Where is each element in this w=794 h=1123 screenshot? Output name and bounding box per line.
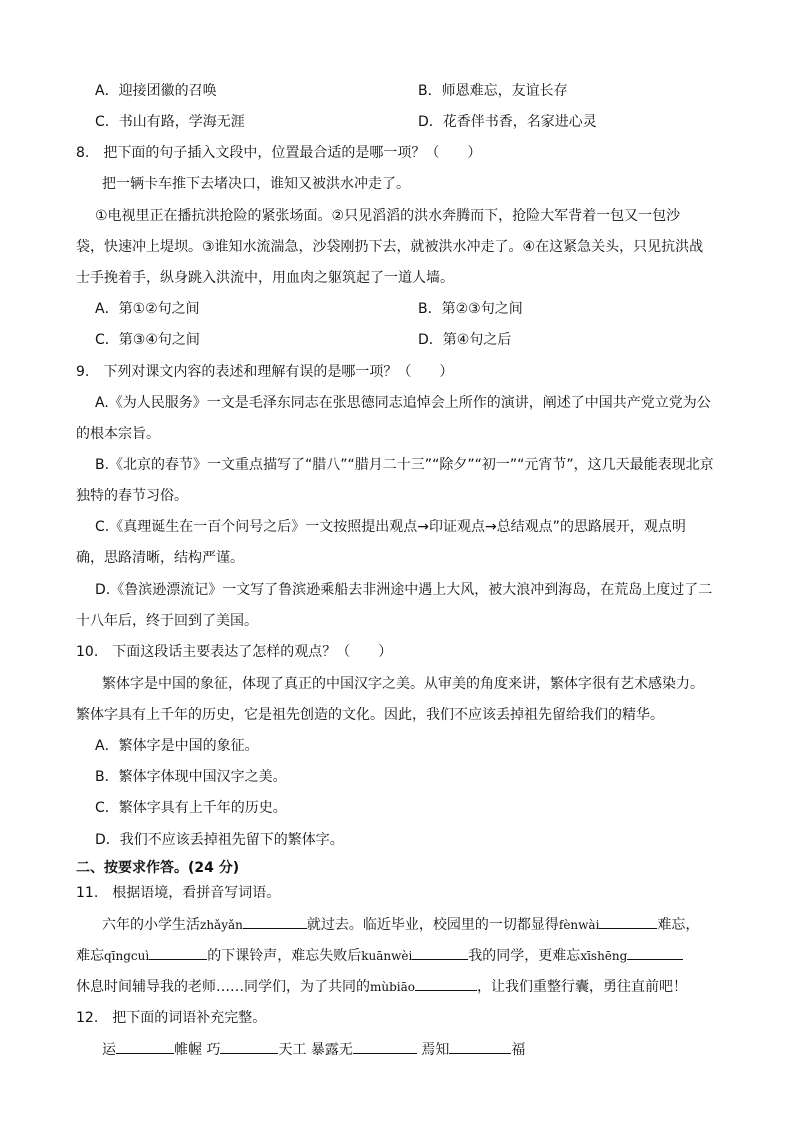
q11-text: 六年的小学生活 [102, 917, 200, 933]
q8-paragraph-line: 袋，快速冲上堤坝。③谁知水流湍急，沙袋刚扔下去，就被洪水冲走了。④在这紧急关头，只见抗洪战 [76, 239, 704, 255]
q11-text: ，让我们重整行囊，勇往直前吧！ [477, 979, 688, 995]
answer-blank[interactable] [415, 976, 477, 991]
q7-option-a: A．迎接团徽的召唤 [95, 83, 217, 99]
answer-blank[interactable] [220, 1039, 278, 1054]
q10-paragraph-line: 繁体字具有上千年的历史，它是祖先创造的文化。因此，我们不应该丢掉祖先留给我们的精华。 [76, 707, 664, 723]
q8-title: 8. 把下面的句子插入文段中，位置最合适的是哪一项？（ ） [76, 145, 482, 161]
q12-word-part: 运 [102, 1042, 116, 1058]
answer-blank[interactable] [116, 1039, 174, 1054]
q8-option-c: C．第③④句之间 [95, 332, 200, 348]
q11-text: 的下课铃声，难忘失败后 [207, 948, 362, 964]
q11-text: 难忘 [76, 948, 104, 964]
q9-option-c-line: 确，思路清晰，结构严谨。 [76, 550, 244, 566]
section-heading: 二、按要求作答。(24 分) [76, 860, 240, 876]
q9-option-b-line: 独特的春节习俗。 [76, 488, 188, 504]
q9-option-d-line: 十八年后，终于回到了美国。 [76, 613, 258, 629]
pinyin-hint: xīshēng [580, 949, 628, 963]
q10-paragraph-line: 繁体字是中国的象征，体现了真正的中国汉字之美。从审美的角度来讲，繁体字很有艺术感染力。 [102, 676, 704, 692]
q9-option-d-line: D.《鲁滨逊漂流记》一文写了鲁滨逊乘船去非洲途中遇上大风，被大浪冲到海岛，在荒岛上度过了二 [95, 582, 713, 598]
q11-text: 就过去。临近毕业，校园里的一切都显得 [306, 917, 559, 933]
pinyin-hint: kuānwèi [361, 949, 413, 963]
q11-title: 11. 根据语境，看拼音写词语。 [76, 885, 281, 901]
q10-option-b: B．繁体字体现中国汉字之美。 [95, 769, 287, 785]
q9-option-c-line: C.《真理诞生在一百个问号之后》一文按照提出观点→印证观点→总结观点”的思路展开，观点明 [95, 519, 686, 535]
q7-option-b: B．师恩难忘，友谊长存 [418, 83, 568, 99]
q8-paragraph-line: ①电视里正在播抗洪抢险的紧张场面。②只见滔滔的洪水奔腾而下，抢险大军背着一包又一包沙 [95, 208, 681, 224]
q12-word-part: 焉知 [421, 1042, 450, 1058]
q11-passage-line [76, 945, 683, 966]
answer-blank[interactable] [149, 945, 207, 960]
answer-blank[interactable] [353, 1039, 417, 1054]
q9-option-a-line: A.《为人民服务》一文是毛泽东同志在张思德同志追悼会上所作的演讲，阐述了中国共产党立党为公 [95, 395, 711, 411]
q8-sentence: 把一辆卡车推下去堵决口，谁知又被洪水冲走了。 [102, 176, 410, 192]
q11-passage-line [102, 914, 699, 935]
q12-word-part: 暴露无 [310, 1042, 353, 1058]
q9-title: 9. 下列对课文内容的表述和理解有误的是哪一项？（ ） [76, 364, 454, 380]
q12-word-part: 福 [511, 1042, 526, 1058]
q12-word-part: 帷幄 [174, 1042, 202, 1058]
answer-blank[interactable] [412, 945, 468, 960]
q11-text: 休息时间辅导我的老师……同学们，为了共同的 [76, 979, 370, 995]
q12-word-part: 天工 [278, 1042, 307, 1058]
q11-text: 难忘， [657, 917, 700, 933]
q10-option-d: D．我们不应该丢掉祖先留下的繁体字。 [95, 832, 344, 848]
q7-option-c: C．书山有路，学海无涯 [95, 114, 245, 130]
q8-option-d: D．第④句之后 [418, 332, 512, 348]
q7-option-d: D．花香伴书香，名家进心灵 [418, 114, 597, 130]
q8-paragraph-line: 士手挽着手，纵身跳入洪流中，用血肉之躯筑起了一道人墙。 [76, 270, 454, 286]
q10-title: 10. 下面这段话主要表达了怎样的观点？（ ） [76, 644, 393, 660]
q12-title: 12. 把下面的词语补充完整。 [76, 1010, 267, 1026]
answer-blank[interactable] [449, 1039, 511, 1054]
q11-passage-line [76, 976, 687, 997]
q10-option-c: C．繁体字具有上千年的历史。 [95, 800, 287, 816]
answer-blank[interactable] [599, 914, 657, 929]
q12-words-line [102, 1039, 525, 1060]
answer-blank[interactable] [243, 914, 307, 929]
answer-blank[interactable] [627, 945, 683, 960]
q9-option-b-line: B.《北京的春节》一文重点描写了“腊八”“腊月二十三”“除夕”“初一”“元宵节”，这几天最能表现北京 [95, 457, 714, 473]
q9-option-a-line: 的根本宗旨。 [76, 426, 160, 442]
q12-word-part: 巧 [206, 1042, 221, 1058]
q11-text: 我的同学，更难忘 [468, 948, 581, 964]
q8-option-b: B．第②③句之间 [418, 301, 523, 317]
pinyin-hint: mùbiāo [370, 980, 416, 994]
pinyin-hint: qīngcuì [104, 949, 150, 963]
pinyin-hint: zhǎyǎn [200, 918, 243, 932]
pinyin-hint: fènwài [558, 918, 600, 932]
q10-option-a: A．繁体字是中国的象征。 [95, 738, 259, 754]
q8-option-a: A．第①②句之间 [95, 301, 200, 317]
